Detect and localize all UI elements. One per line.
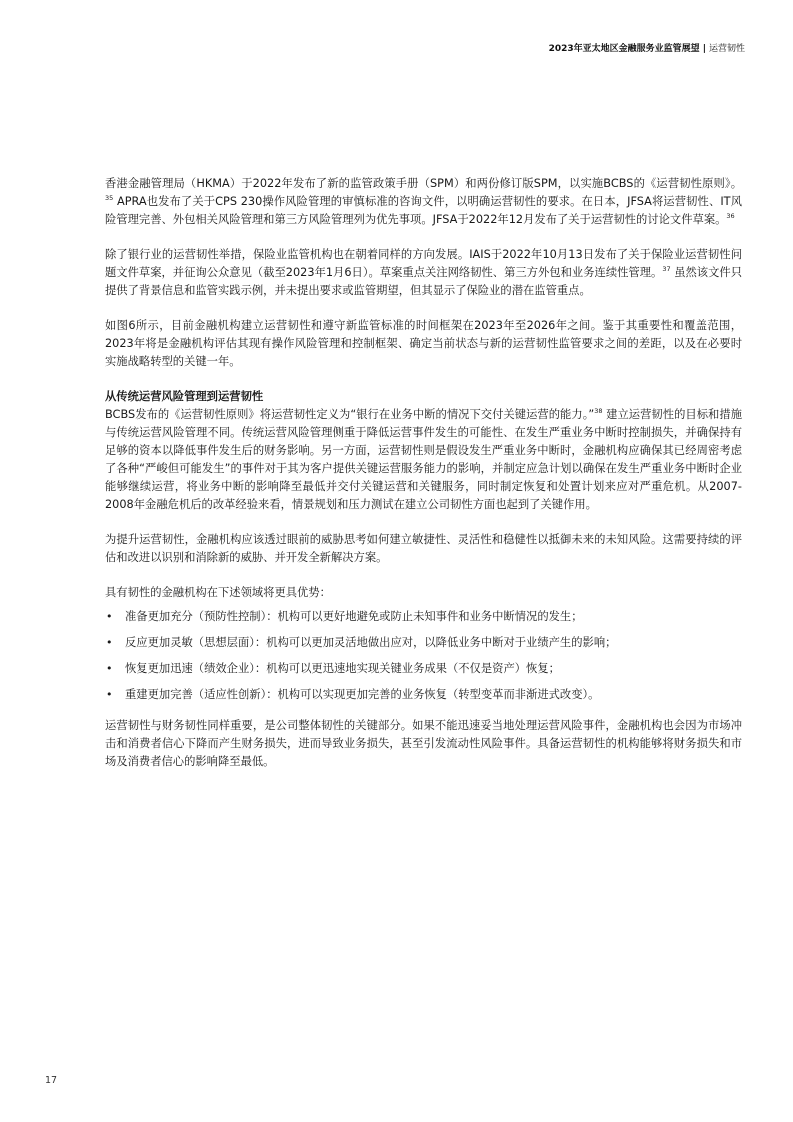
paragraph-hkma: [105, 175, 742, 229]
paragraph-insurance: [105, 246, 742, 300]
list-item: [105, 686, 742, 704]
paragraph-timeline: 如图6所示，目前金融机构建立运营韧性和遵守新监管标准的时间框架在2023年至2026年之间。鉴于其重要性和覆盖范围，2023年将是金融机构评估其现有操作风险管理和控制框架、确定当前状态与新的运营韧性监管要求之间的差距，以及在必要时实施战略转型的关键一年。: [105, 319, 742, 368]
footnote-ref-38: 38: [594, 407, 603, 415]
list-item-text: 重建更加完善（适应性创新）：机构可以实现更加完善的业务恢复（转型变革而非渐进式改变）。: [125, 688, 600, 701]
bullet-icon: •: [106, 688, 113, 701]
page-number: 17: [45, 1075, 58, 1086]
bullet-icon: •: [106, 662, 113, 675]
paragraph-financial-resilience: 运营韧性与财务韧性同样重要，是公司整体韧性的关键部分。如果不能迅速妥当地处理运营风险事件，金融机构也会因为市场冲击和消费者信心下降而产生财务损失，进而导致业务损失，甚至引发流动性风险事件。具备运营韧性的机构能够将财务损失和市场及消费者信心的影响降至最低。: [105, 719, 742, 768]
paragraph-text: 除了银行业的运营韧性举措，保险业监管机构也在朝着同样的方向发展。IAIS于2022年10月13日发布了关于保险业运营韧性问题文件草案，并征询公众意见（截至2023年1月6日）。草案重点关注网络韧性、第三方外包和业务连续性管理。: [105, 248, 742, 279]
advantages-list: [105, 608, 742, 704]
list-item-text: 反应更加灵敏（思想层面）：机构可以更加灵活地做出应对，以降低业务中断对于业绩产生的影响；: [125, 636, 617, 649]
list-item: [105, 608, 742, 626]
paragraph-text: APRA也发布了关于CPS 230操作风险管理的审慎标准的咨询文件，以明确运营韧性的要求。在日本，JFSA将运营韧性、IT风险管理完善、外包相关风险管理和第三方风险管理列为优先事项。JFSA于2022年12月发布了关于运营韧性的讨论文件草案。: [105, 195, 742, 226]
paragraph-improvement: 为提升运营韧性，金融机构应该透过眼前的威胁思考如何建立敏捷性、灵活性和稳健性以抵御未来的未知风险。这需要持续的评估和改进以识别和消除新的威胁、并开发全新解决方案。: [105, 533, 742, 564]
body-content: [105, 175, 742, 788]
paragraph-definition: [105, 406, 742, 514]
footnote-ref-35: 35: [105, 194, 114, 202]
footnote-ref-36: 36: [726, 212, 735, 220]
list-item: [105, 660, 742, 678]
running-header: [549, 43, 745, 55]
list-item-text: 准备更加充分（预防性控制）：机构可以更好地避免或防止未知事件和业务中断情况的发生；: [125, 610, 583, 623]
paragraph-text: 香港金融管理局（HKMA）于2022年发布了新的监管政策手册（SPM）和两份修订版SPM，以实施BCBS的《运营韧性原则》。: [105, 177, 742, 190]
bullet-icon: •: [106, 636, 113, 649]
header-section: 运营韧性: [708, 44, 745, 54]
header-title: 2023年亚太地区金融服务业监管展望: [548, 44, 700, 54]
footnote-ref-37: 37: [662, 265, 671, 273]
paragraph-text: BCBS发布的《运营韧性原则》将运营韧性定义为“银行在业务中断的情况下交付关键运营的能力。”: [105, 408, 595, 421]
paragraph-text: 建立运营韧性的目标和措施与传统运营风险管理不同。传统运营风险管理侧重于降低运营事件发生的可能性、在发生严重业务中断时控制损失，并确保持有足够的资本以降低事件发生后的财务影响。另一方面，运营韧性则是假设发生严重业务中断时，金融机构应确保其已经周密考虑了各种“严峻但可能发生”的事件对于其为客户提供关键运营服务能力的影响，并制定应急计划以确保在发生严重业务中断时企业能够继续运营，将业务中断的影响降至最低并交付关键运营和关键服务，同时制定恢复和处置计划来应对严重危机。从2007-2008年金融危机后的改革经验来看，情景规划和压力测试在建立公司韧性方面也起到了关键作用。: [105, 408, 742, 511]
header-separator: |: [702, 44, 706, 54]
list-item-text: 恢复更加迅速（绩效企业）：机构可以更迅速地实现关键业务成果（不仅是资产）恢复；: [125, 662, 560, 675]
section-heading: 从传统运营风险管理到运营韧性: [105, 390, 264, 403]
bullet-icon: •: [106, 610, 113, 623]
paragraph-text: 虽然该文件只提供了背景信息和监管实践示例，并未提出要求或监管期望，但其显示了保险业的潜在监管重点。: [105, 266, 743, 297]
paragraph-advantages-intro: 具有韧性的金融机构在下述领域将更具优势：: [105, 586, 331, 599]
list-item: [105, 634, 742, 652]
